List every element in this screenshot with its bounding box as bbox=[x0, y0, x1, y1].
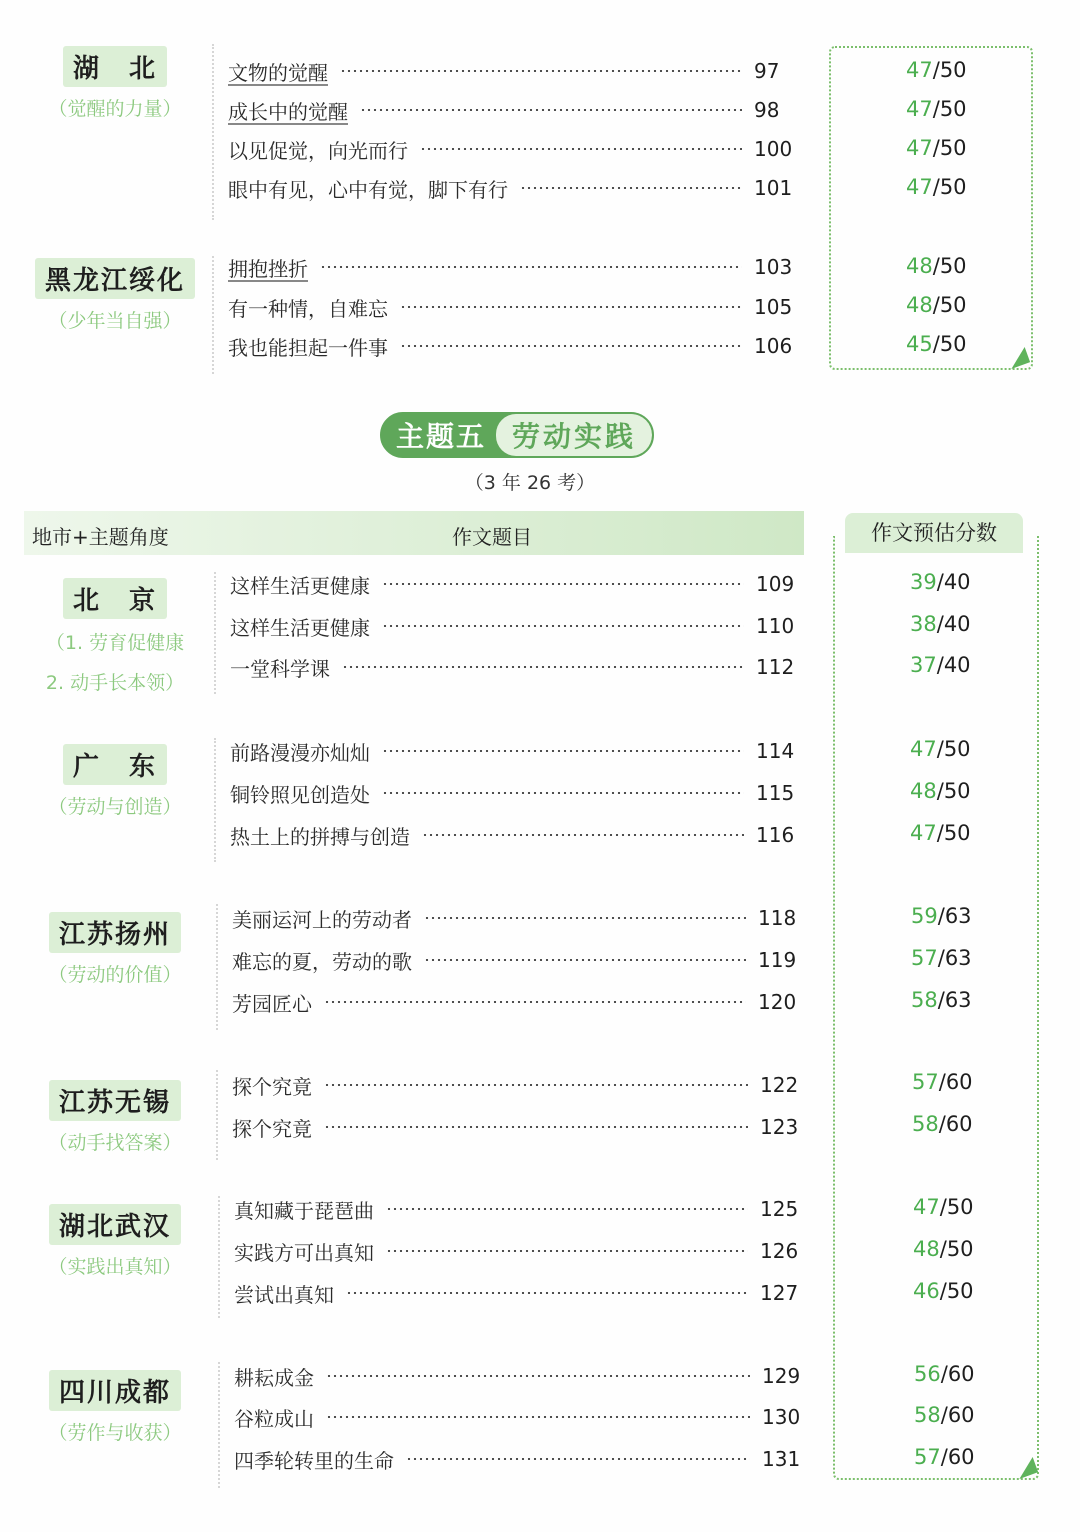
page-number: 126 bbox=[760, 1239, 799, 1263]
page-number: 123 bbox=[760, 1115, 799, 1139]
essay-row[interactable] bbox=[232, 945, 802, 975]
score: 48/50 bbox=[906, 254, 967, 278]
essay-title: 文物的觉醒 bbox=[228, 60, 328, 85]
page-number: 114 bbox=[756, 739, 795, 763]
page-number: 131 bbox=[762, 1447, 801, 1471]
region-angle: （动手找答案） bbox=[48, 1132, 182, 1154]
region-chengdu bbox=[30, 1370, 200, 1453]
table-header bbox=[24, 511, 804, 555]
region-beijing bbox=[30, 578, 200, 703]
leader-dots bbox=[382, 792, 744, 794]
essay-row[interactable] bbox=[228, 292, 798, 322]
page-number: 125 bbox=[760, 1197, 799, 1221]
region-angle: （少年当自强） bbox=[48, 310, 182, 332]
region-name: 广 东 bbox=[63, 744, 167, 785]
header-essay-title: 作文题目 bbox=[452, 525, 532, 549]
region-name: 江苏无锡 bbox=[49, 1080, 181, 1121]
essay-title: 这样生活更健康 bbox=[230, 573, 370, 598]
divider bbox=[218, 1362, 220, 1488]
leader-dots bbox=[382, 583, 744, 585]
region-wuhan bbox=[30, 1204, 200, 1287]
region-yangzhou bbox=[30, 912, 200, 995]
region-hubei bbox=[30, 46, 200, 129]
page-number: 109 bbox=[756, 572, 795, 596]
leader-dots bbox=[424, 917, 746, 919]
page-number: 97 bbox=[754, 59, 780, 83]
score: 47/50 bbox=[906, 97, 967, 121]
region-name: 黑龙江绥化 bbox=[35, 258, 195, 299]
essay-row[interactable] bbox=[234, 1361, 806, 1391]
essay-row[interactable] bbox=[230, 652, 800, 682]
score: 38/40 bbox=[910, 612, 971, 636]
divider bbox=[212, 256, 214, 374]
leader-dots bbox=[400, 306, 742, 308]
leader-dots bbox=[320, 266, 742, 268]
leader-dots bbox=[326, 1416, 750, 1418]
essay-row[interactable] bbox=[228, 252, 798, 282]
page-number: 120 bbox=[758, 990, 797, 1014]
leader-dots bbox=[386, 1250, 748, 1252]
score: 46/50 bbox=[913, 1279, 974, 1303]
leader-dots bbox=[324, 1001, 746, 1003]
essay-title: 四季轮转里的生命 bbox=[234, 1448, 394, 1473]
leader-dots bbox=[422, 834, 744, 836]
essay-title: 铜铃照见创造处 bbox=[230, 782, 370, 807]
divider bbox=[216, 1070, 218, 1160]
page-number: 127 bbox=[760, 1281, 799, 1305]
score: 45/50 bbox=[906, 332, 967, 356]
essay-title: 美丽运河上的劳动者 bbox=[232, 907, 412, 932]
region-angle: （劳动的价值） bbox=[48, 964, 182, 986]
essay-title: 耕耘成金 bbox=[234, 1365, 314, 1390]
essay-title: 尝试出真知 bbox=[234, 1282, 334, 1307]
region-angle: 2. 动手长本领） bbox=[45, 672, 185, 694]
theme-name: 劳动实践 bbox=[496, 414, 652, 456]
region-angle: （实践出真知） bbox=[48, 1256, 182, 1278]
essay-title: 有一种情，自难忘 bbox=[228, 296, 388, 321]
score: 47/50 bbox=[906, 136, 967, 160]
theme-label: 主题五 bbox=[396, 420, 487, 453]
header-region-angle: 地市+主题角度 bbox=[32, 525, 169, 549]
page-number: 122 bbox=[760, 1073, 799, 1097]
leader-dots bbox=[382, 625, 744, 627]
region-angle: （劳作与收获） bbox=[48, 1422, 182, 1444]
leader-dots bbox=[420, 148, 742, 150]
score: 48/50 bbox=[913, 1237, 974, 1261]
leader-dots bbox=[424, 959, 746, 961]
leader-dots bbox=[324, 1084, 748, 1086]
essay-row[interactable] bbox=[232, 987, 802, 1017]
header-score: 作文预估分数 bbox=[845, 513, 1023, 553]
essay-row[interactable] bbox=[230, 778, 800, 808]
page-number: 130 bbox=[762, 1405, 801, 1429]
score: 47/50 bbox=[906, 175, 967, 199]
essay-row[interactable] bbox=[228, 134, 798, 164]
score: 58/60 bbox=[912, 1112, 973, 1136]
essay-title: 这样生活更健康 bbox=[230, 615, 370, 640]
score: 59/63 bbox=[911, 904, 972, 928]
essay-row[interactable] bbox=[228, 95, 798, 125]
page-number: 119 bbox=[758, 948, 797, 972]
page-number: 105 bbox=[754, 295, 793, 319]
score: 58/60 bbox=[914, 1403, 975, 1427]
page-number: 98 bbox=[754, 98, 780, 122]
page-number: 118 bbox=[758, 906, 797, 930]
divider bbox=[216, 904, 218, 1030]
score: 56/60 bbox=[914, 1362, 975, 1386]
essay-row[interactable] bbox=[232, 903, 802, 933]
essay-row[interactable] bbox=[228, 56, 798, 86]
essay-row[interactable] bbox=[232, 1070, 804, 1100]
score: 47/50 bbox=[910, 821, 971, 845]
region-angle: （1. 劳育促健康 bbox=[45, 632, 185, 654]
essay-row[interactable] bbox=[230, 736, 800, 766]
page-number: 100 bbox=[754, 137, 793, 161]
essay-row[interactable] bbox=[234, 1278, 804, 1308]
page-number: 106 bbox=[754, 334, 793, 358]
essay-row[interactable] bbox=[234, 1194, 804, 1224]
score: 39/40 bbox=[910, 570, 971, 594]
leader-dots bbox=[382, 750, 744, 752]
page-number: 110 bbox=[756, 614, 795, 638]
essay-title: 一堂科学课 bbox=[230, 656, 330, 681]
essay-title: 眼中有见，心中有觉，脚下有行 bbox=[228, 177, 508, 202]
leader-dots bbox=[326, 1375, 750, 1377]
essay-title: 谷粒成山 bbox=[234, 1406, 314, 1431]
region-name: 湖北武汉 bbox=[49, 1204, 181, 1245]
page-number: 115 bbox=[756, 781, 795, 805]
essay-title: 探个究竟 bbox=[232, 1116, 312, 1141]
essay-title: 难忘的夏，劳动的歌 bbox=[232, 949, 412, 974]
score: 47/50 bbox=[906, 58, 967, 82]
leader-dots bbox=[400, 345, 742, 347]
region-name: 湖 北 bbox=[63, 46, 167, 87]
essay-title: 实践方可出真知 bbox=[234, 1240, 374, 1265]
score: 48/50 bbox=[906, 293, 967, 317]
region-suihua bbox=[30, 258, 200, 341]
essay-title: 热土上的拼搏与创造 bbox=[230, 824, 410, 849]
essay-row[interactable] bbox=[230, 569, 800, 599]
region-guangdong bbox=[30, 744, 200, 827]
essay-title: 前路漫漫亦灿灿 bbox=[230, 740, 370, 765]
leader-dots bbox=[346, 1292, 748, 1294]
essay-row[interactable] bbox=[234, 1402, 806, 1432]
score: 58/63 bbox=[911, 988, 972, 1012]
divider bbox=[212, 44, 214, 220]
essay-row[interactable] bbox=[232, 1112, 804, 1142]
essay-row[interactable] bbox=[228, 331, 798, 361]
essay-row[interactable] bbox=[228, 173, 798, 203]
region-angle: （劳动与创造） bbox=[48, 796, 182, 818]
region-name: 北 京 bbox=[63, 578, 167, 619]
divider bbox=[214, 572, 216, 694]
essay-row[interactable] bbox=[234, 1444, 806, 1474]
essay-row[interactable] bbox=[234, 1236, 804, 1266]
region-wuxi bbox=[30, 1080, 200, 1163]
essay-title: 芳园匠心 bbox=[232, 991, 312, 1016]
score: 57/63 bbox=[911, 946, 972, 970]
page-number: 103 bbox=[754, 255, 793, 279]
theme-banner bbox=[380, 412, 654, 458]
leader-dots bbox=[386, 1208, 748, 1210]
essay-title: 以见促觉，向光而行 bbox=[228, 138, 408, 163]
page-number: 129 bbox=[762, 1364, 801, 1388]
divider bbox=[214, 738, 216, 862]
essay-title: 探个究竟 bbox=[232, 1074, 312, 1099]
leader-dots bbox=[360, 109, 742, 111]
page-number: 112 bbox=[756, 655, 795, 679]
page-number: 101 bbox=[754, 176, 793, 200]
leader-dots bbox=[406, 1458, 750, 1460]
essay-title: 真知藏于琵琶曲 bbox=[234, 1198, 374, 1223]
leader-dots bbox=[340, 70, 742, 72]
essay-row[interactable] bbox=[230, 611, 800, 641]
essay-title: 我也能担起一件事 bbox=[228, 335, 388, 360]
leader-dots bbox=[520, 187, 742, 189]
region-name: 江苏扬州 bbox=[49, 912, 181, 953]
divider bbox=[218, 1196, 220, 1318]
leader-dots bbox=[342, 666, 744, 668]
score: 57/60 bbox=[912, 1070, 973, 1094]
score: 47/50 bbox=[913, 1195, 974, 1219]
score: 57/60 bbox=[914, 1445, 975, 1469]
region-angle: （觉醒的力量） bbox=[48, 98, 182, 120]
page-number: 116 bbox=[756, 823, 795, 847]
essay-title: 拥抱挫折 bbox=[228, 256, 308, 281]
essay-title: 成长中的觉醒 bbox=[228, 99, 348, 124]
leader-dots bbox=[324, 1126, 748, 1128]
score: 37/40 bbox=[910, 653, 971, 677]
essay-row[interactable] bbox=[230, 820, 800, 850]
score: 47/50 bbox=[910, 737, 971, 761]
region-name: 四川成都 bbox=[49, 1370, 181, 1411]
theme-subtitle: （3 年 26 考） bbox=[464, 472, 596, 494]
score: 48/50 bbox=[910, 779, 971, 803]
